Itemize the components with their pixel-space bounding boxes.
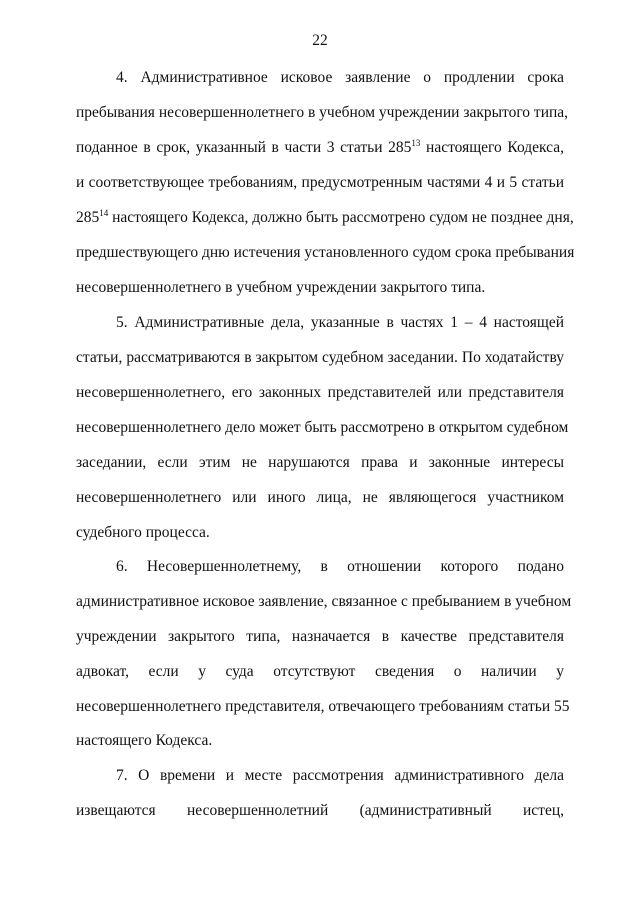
- paragraph-5-line-2: статьи, рассматриваются в закрытом судебном заседании. По ходатайству: [76, 349, 564, 366]
- paragraph-4-line-2: пребывания несовершеннолетнего в учебном учреждении закрытого типа,: [76, 104, 569, 121]
- paragraph-5-line-4: несовершеннолетнего дело может быть рассмотрено в открытом судебном: [76, 419, 569, 436]
- paragraph-4-line-4: и соответствующее требованиям, предусмотренным частями 4 и 5 статьи: [76, 174, 564, 191]
- line-text: настоящего Кодекса, должно быть рассмотрено судом не позднее дня,: [108, 209, 574, 226]
- paragraph-5-line-5: заседании, если этим не нарушаются права и законные интересы: [76, 454, 564, 471]
- paragraph-4-line-3: [76, 138, 564, 158]
- paragraph-6-line-6: настоящего Кодекса.: [76, 732, 213, 749]
- paragraph-6-line-4: адвокат, если у суда отсутствуют сведения о наличии у: [76, 663, 564, 680]
- paragraph-7-line-2: извещаются несовершеннолетний (административный истец,: [76, 802, 564, 819]
- paragraph-6-line-5: несовершеннолетнего представителя, отвечающего требованиям статьи 55: [76, 698, 570, 715]
- paragraph-7-line-1: 7. О времени и месте рассмотрения административного дела: [116, 767, 564, 784]
- superscript: 14: [99, 208, 109, 218]
- paragraph-4-line-5: [76, 208, 574, 228]
- page-number: 22: [312, 32, 328, 49]
- paragraph-4-line-1: 4. Административное исковое заявление о продлении срока: [116, 69, 564, 86]
- paragraph-5-line-1: 5. Административные дела, указанные в частях 1 – 4 настоящей: [116, 314, 564, 331]
- paragraph-5-line-3: несовершеннолетнего, его законных представителей или представителя: [76, 384, 564, 401]
- paragraph-6-line-2: административное исковое заявление, связанное с пребыванием в учебном: [76, 593, 572, 610]
- paragraph-4-line-7: несовершеннолетнего в учебном учреждении закрытого типа.: [76, 279, 486, 296]
- line-text: настоящего Кодекса,: [420, 139, 564, 156]
- paragraph-4-line-6: предшествующего дню истечения установленного судом срока пребывания: [76, 244, 575, 261]
- line-text: поданное в срок, указанный в части 3 статьи 285: [76, 139, 412, 156]
- line-text: 285: [76, 209, 100, 226]
- paragraph-5-line-7: судебного процесса.: [76, 524, 210, 541]
- paragraph-6-line-1: 6. Несовершеннолетнему, в отношении которого подано: [116, 558, 564, 575]
- paragraph-6-line-3: учреждении закрытого типа, назначается в качестве представителя: [76, 628, 564, 645]
- paragraph-5-line-6: несовершеннолетнего или иного лица, не являющегося участником: [76, 489, 564, 506]
- superscript: 13: [411, 138, 421, 148]
